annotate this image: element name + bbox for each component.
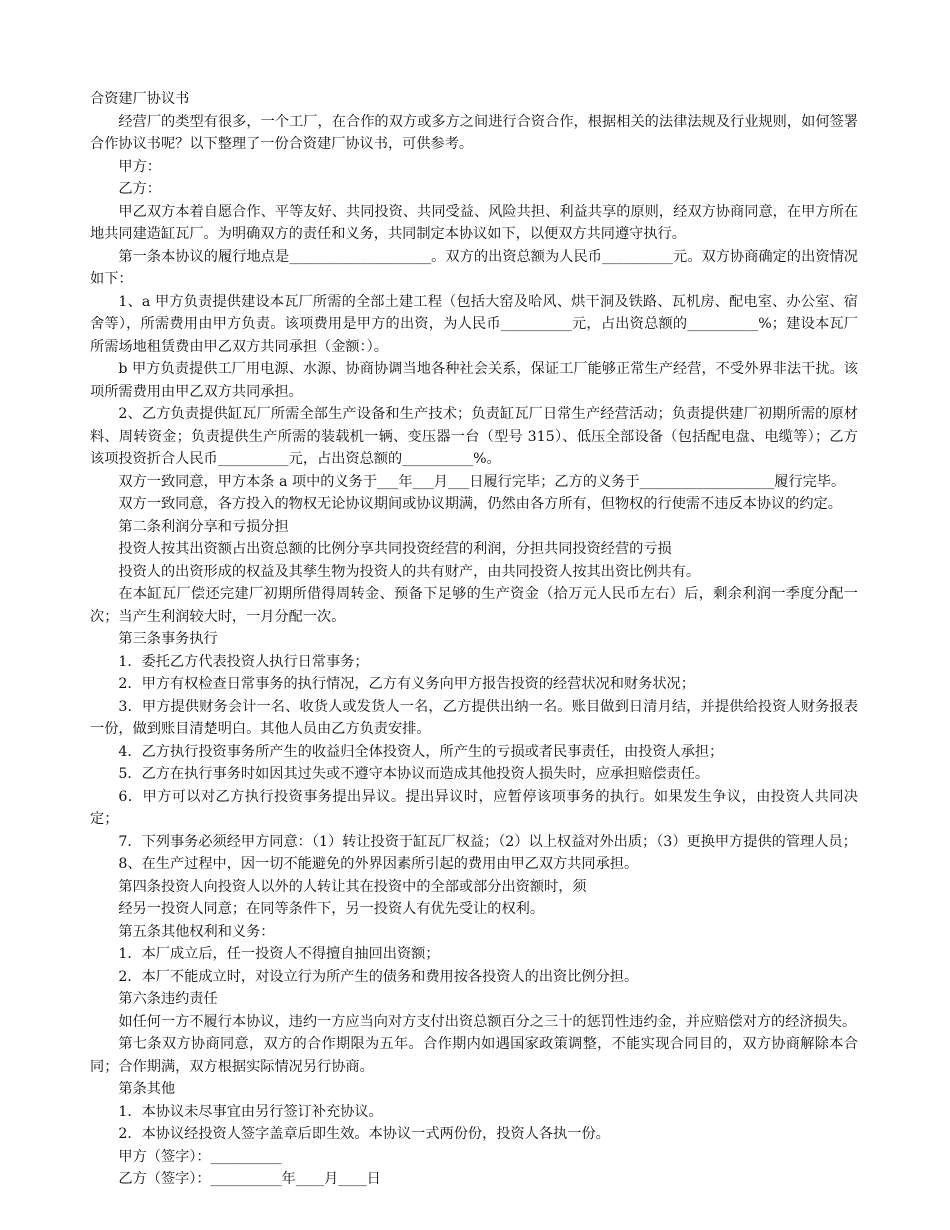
- party-b-signature: 乙方（签字）：__________年____月____日: [118, 1171, 381, 1187]
- article-5-item-1: 1．本厂成立后，任一投资人不得擅自抽回出资额；: [118, 946, 440, 962]
- article-6-heading: 第六条违约责任: [118, 991, 218, 1007]
- article-1-item-1a: 1、a 甲方负责提供建设本瓦厂所需的全部土建工程（包括大窑及哈风、烘干洞及铁路、瓦机房、配电室、办公室、宿舍等），所需费用由甲方负责。该项费用是甲方的出资，为人民币__________元，占出资总额的__________%；建设本瓦厂所需场地租赁费由甲乙双方共同承担（金额：）。: [90, 293, 858, 355]
- article-3-item-4: 4．乙方执行投资事务所产生的收益归全体投资人，所产生的亏损或者民事责任，由投资人承担；: [118, 743, 724, 760]
- article-1: 第一条本协议的履行地点是____________________。双方的出资总额为人民币__________元。双方协商确定的出资情况如下：: [90, 248, 858, 287]
- article-1-item-1b: b 甲方负责提供工厂用电源、水源、协商协调当地各种社会关系，保证工厂能够正常生产经营，不受外界非法干扰。该项所需费用由甲乙双方共同承担。: [90, 361, 858, 400]
- article-3-item-7: 7．下列事务必须经甲方同意：（1）转让投资于缸瓦厂权益；（2）以上权益对外出质；（3）更换甲方提供的管理人员；: [118, 833, 857, 850]
- paragraph-intro: 经营厂的类型有很多，一个工厂，在合作的双方或多方之间进行合资合作，根据相关的法律法规及行业规则，如何签署合作协议书呢？以下整理了一份合资建厂协议书，可供参考。: [90, 113, 858, 152]
- paragraph-principle: 甲乙双方本着自愿合作、平等友好、共同投资、共同受益、风险共担、利益共享的原则，经双方协商同意，在甲方所在地共同建造缸瓦厂。为明确双方的责任和义务，共同制定本协议如下，以便双方共同遵守执行。: [90, 203, 858, 242]
- article-3-item-5: 5．乙方在执行事务时如因其过失或不遵守本协议而造成其他投资人损失时，应承担赔偿责任。: [118, 766, 710, 782]
- article-2-para-3: 在本缸瓦厂偿还完建厂初期所借得周转金、预备下足够的生产资金（拾万元人民币左右）后，剩余利润一季度分配一次；当产生利润较大时，一月分配一次。: [90, 586, 858, 625]
- article-2-heading: 第二条利润分享和亏损分担: [118, 518, 289, 535]
- article-1-deadline: 双方一致同意，甲方本条 a 项中的义务于___年___月___日履行完毕；乙方的义务于___________________履行完毕。: [118, 473, 846, 490]
- article-7: 第七条双方协商同意，双方的合作期限为五年。合作期内如遇国家政策调整，不能实现合同目的，双方协商解除本合同；合作期满，双方根据实际情况另行协商。: [90, 1036, 858, 1075]
- article-other-item-2: 2．本协议经投资人签字盖章后即生效。本协议一式两份份，投资人各执一份。: [118, 1126, 610, 1142]
- article-5-heading: 第五条其他权利和义务：: [118, 923, 275, 940]
- article-2-para-2: 投资人的出资形成的权益及其孳生物为投资人的共有财产，由共同投资人按其出资比例共有。: [118, 563, 701, 580]
- article-3-item-2: 2．甲方有权检查日常事务的执行情况，乙方有义务向甲方报告投资的经营状况和财务状况；: [118, 676, 695, 692]
- article-other-item-1: 1．本协议未尽事宜由另行签订补充协议。: [118, 1103, 383, 1120]
- party-b-line: 乙方：: [118, 181, 161, 197]
- article-6-text: 如任何一方不履行本协议，违约一方应当向对方支付出资总额百分之三十的惩罚性违约金，并应赔偿对方的经济损失。: [118, 1013, 857, 1030]
- article-3-item-8: 8、在生产过程中，因一切不能避免的外界因素所引起的费用由甲乙双方共同承担。: [118, 856, 639, 872]
- article-3-heading: 第三条事务执行: [118, 631, 218, 647]
- article-1-item-2: 2、乙方负责提供缸瓦厂所需全部生产设备和生产技术；负责缸瓦厂日常生产经营活动；负责提供建厂初期所需的原材料、周转资金；负责提供生产所需的装载机一辆、变压器一台（型号 315）、低压全部设备（包括配电盘、电缆等）；乙方该项投资折合人民币__________元，占出资总额的__________%。: [90, 406, 858, 467]
- article-5-item-2: 2．本厂不能成立时，对设立行为所产生的债务和费用按各投资人的出资比例分担。: [118, 968, 639, 985]
- article-other-heading: 第条其他: [118, 1081, 176, 1097]
- article-1-property: 双方一致同意，各方投入的物权无论协议期间或协议期满，仍然由各方所有，但物权的行使需不违反本协议的约定。: [118, 496, 842, 512]
- article-4-line-2: 经另一投资人同意；在同等条件下，另一投资人有优先受让的权利。: [118, 901, 545, 917]
- article-3-item-1: 1．委托乙方代表投资人执行日常事务；: [118, 653, 369, 670]
- article-4-line-1: 第四条投资人向投资人以外的人转让其在投资中的全部或部分出资额时，须: [118, 878, 587, 895]
- article-3-item-6: 6．甲方可以对乙方执行投资事务提出异议。提出异议时，应暂停该项事务的执行。如果发生争议，由投资人共同决定；: [90, 788, 858, 827]
- document-body: [90, 88, 858, 1191]
- party-a-signature: 甲方（签字）：__________: [118, 1148, 282, 1165]
- document-title: 合资建厂协议书: [90, 91, 190, 107]
- article-2-para-1: 投资人按其出资额占出资总额的比例分享共同投资经营的利润，分担共同投资经营的亏损: [118, 541, 672, 557]
- article-3-item-3: 3．甲方提供财务会计一名、收货人或发货人一名，乙方提供出纳一名。账目做到日清月结，并提供给投资人财务报表一份，做到账目清楚明白。其他人员由乙方负责安排。: [90, 698, 858, 737]
- party-a-line: 甲方：: [118, 158, 161, 175]
